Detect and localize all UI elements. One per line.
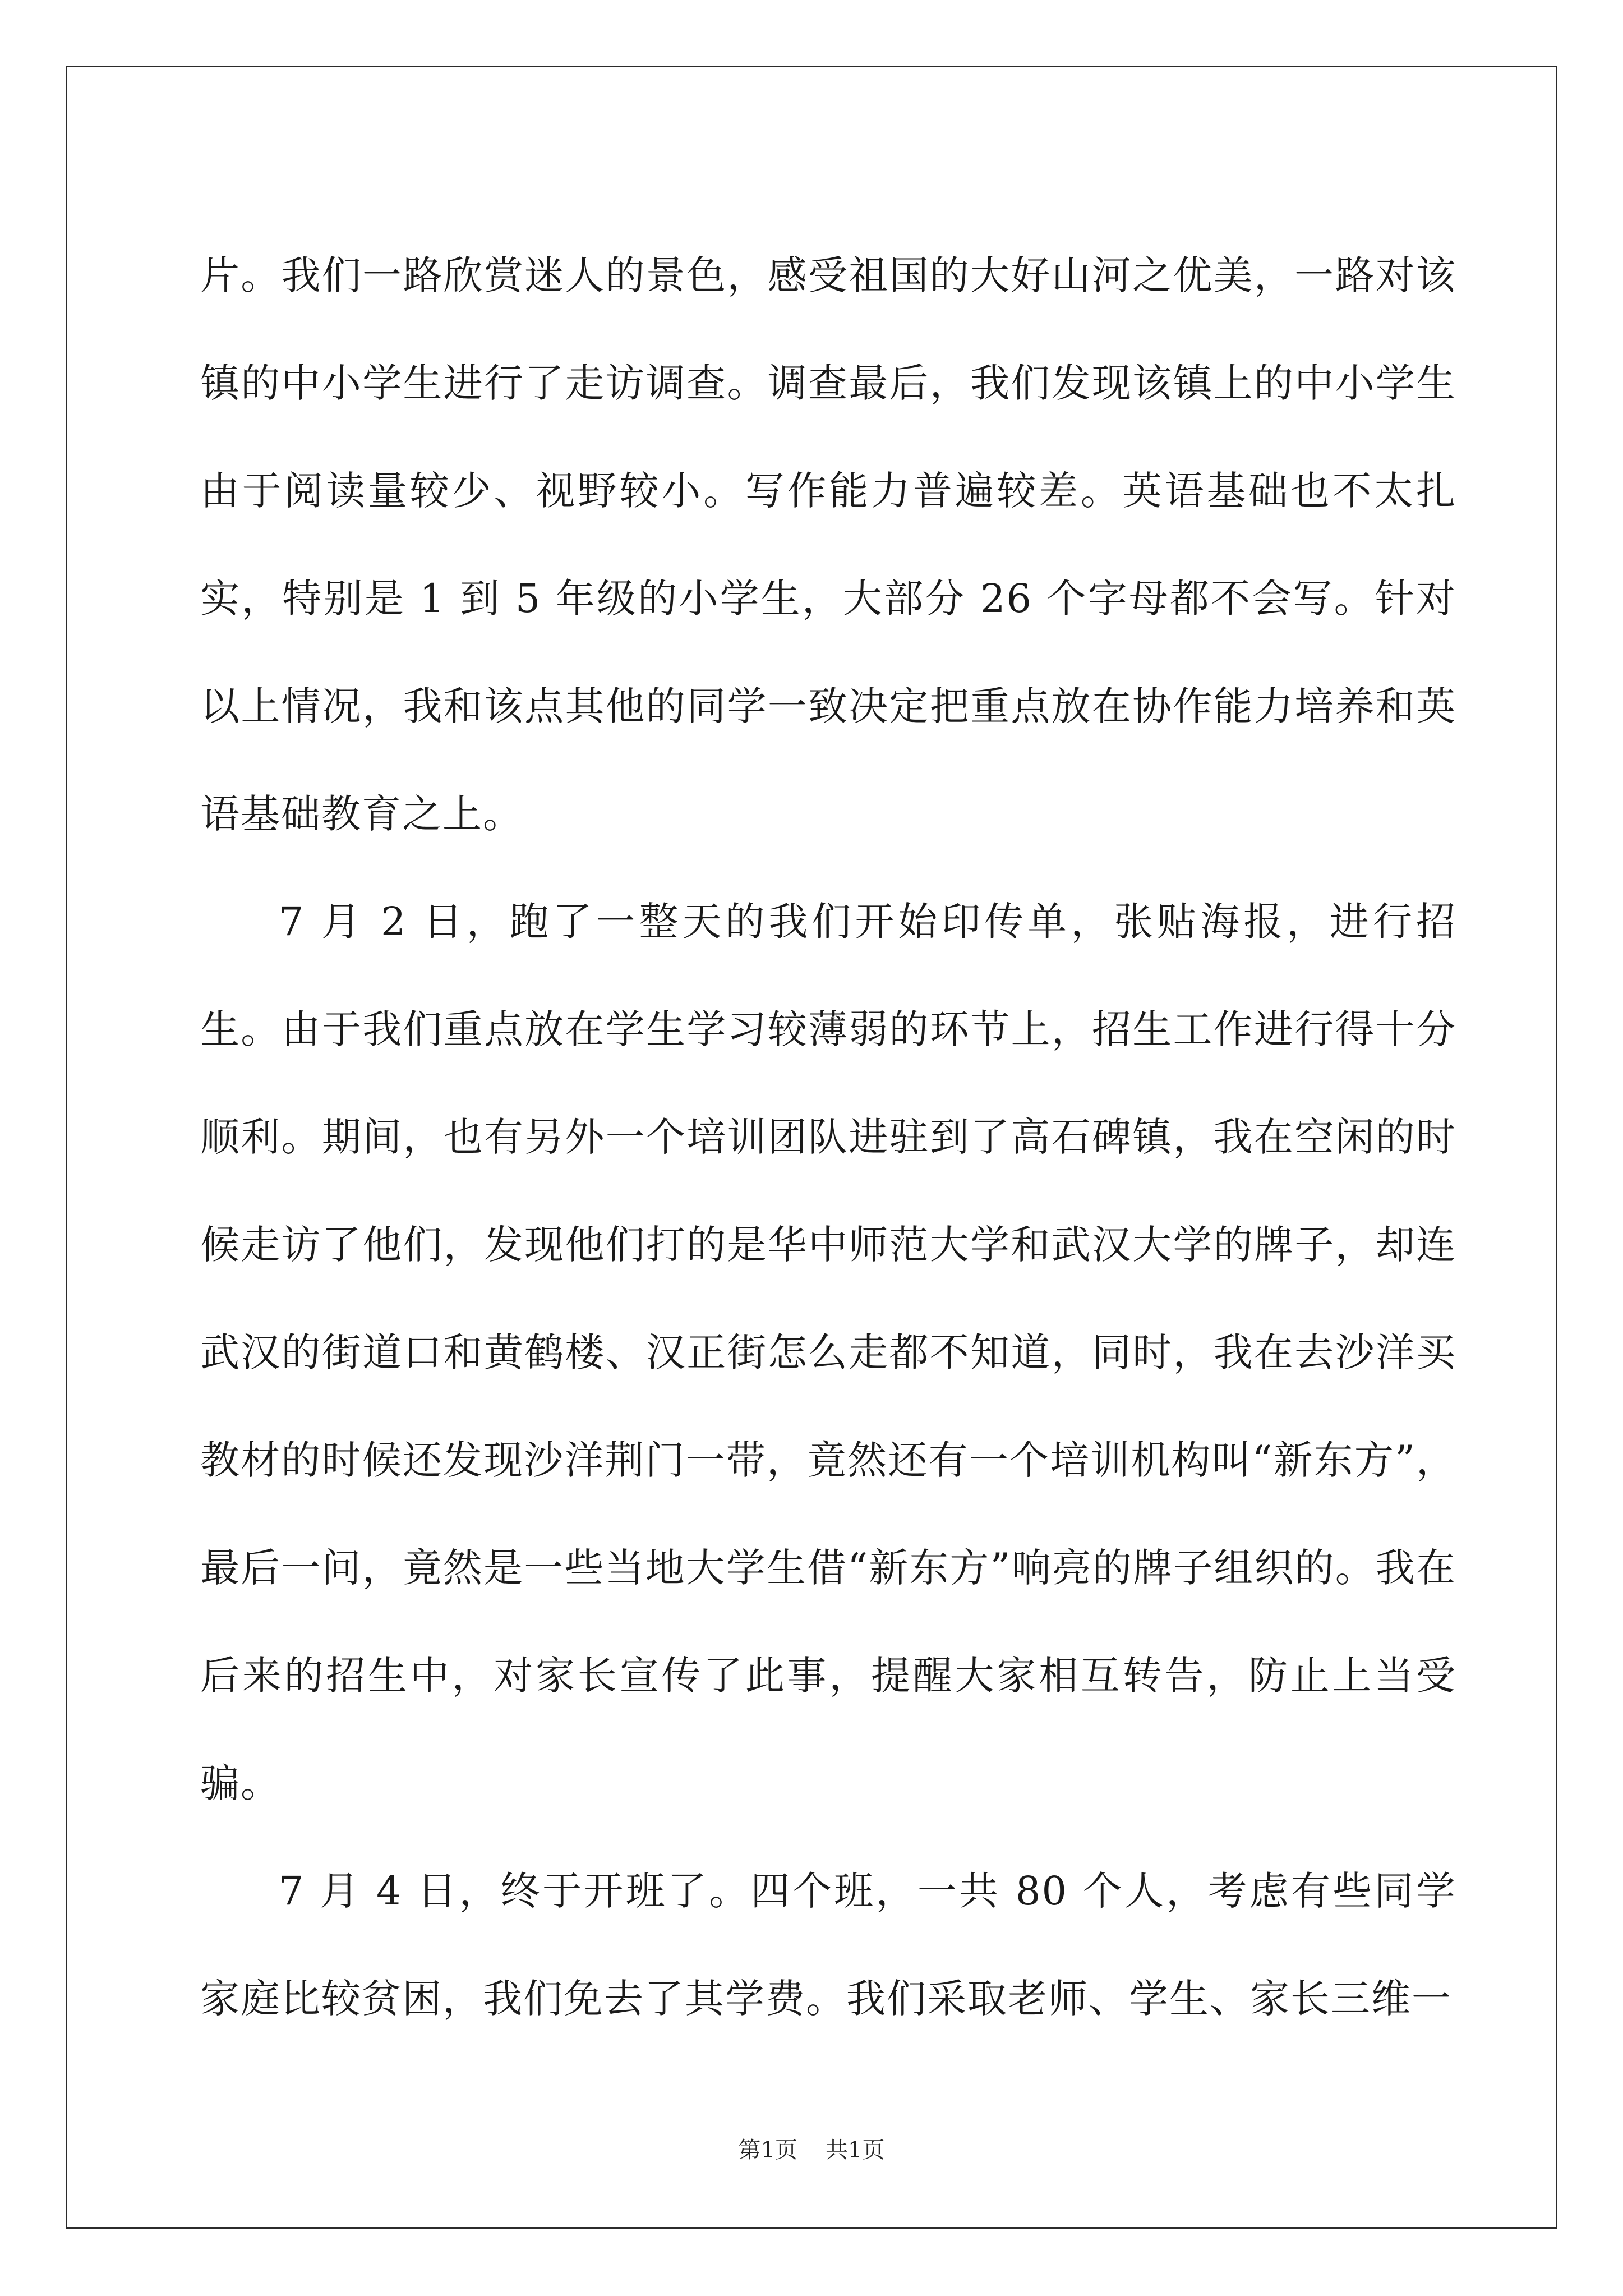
page-footer xyxy=(0,2136,1623,2164)
document-body xyxy=(200,222,1456,2053)
paragraph-3: 7 月 4 日，终于开班了。四个班，一共 80 个人，考虑有些同学家庭比较贫困，我们免去了其学费。我们采取老师、学生、家长三维一 xyxy=(200,1868,1456,2022)
paragraph-1: 片。我们一路欣赏迷人的景色，感受祖国的大好山河之优美，一路对该镇的中小学生进行了走访调查。调查最后，我们发现该镇上的中小学生由于阅读量较少、视野较小。写作能力普遍较差。英语基础也不太扎实，特别是 1 到 5 年级的小学生，大部分 26 个字母都不会写。针对以上情况，我和该点其他的同学一致决定把重点放在协作能力培养和英语基础教育之上。 xyxy=(200,252,1456,837)
page-total: 共1页 xyxy=(826,2137,885,2163)
paragraph-2: 7 月 2 日，跑了一整天的我们开始印传单，张贴海报，进行招生。由于我们重点放在学生学习较薄弱的环节上，招生工作进行得十分顺利。期间，也有另外一个培训团队进驻到了高石碑镇，我在空闲的时候走访了他们，发现他们打的是华中师范大学和武汉大学的牌子，却连武汉的街道口和黄鹤楼、汉正街怎么走都不知道，同时，我在去沙洋买教材的时候还发现沙洋荆门一带，竟然还有一个培训机构叫“新东方”，最后一问，竟然是一些当地大学生借“新东方”响亮的牌子组织的。我在后来的招生中，对家长宣传了此事，提醒大家相互转告，防止上当受骗。 xyxy=(200,899,1456,1806)
page-number: 第1页 xyxy=(738,2137,797,2163)
